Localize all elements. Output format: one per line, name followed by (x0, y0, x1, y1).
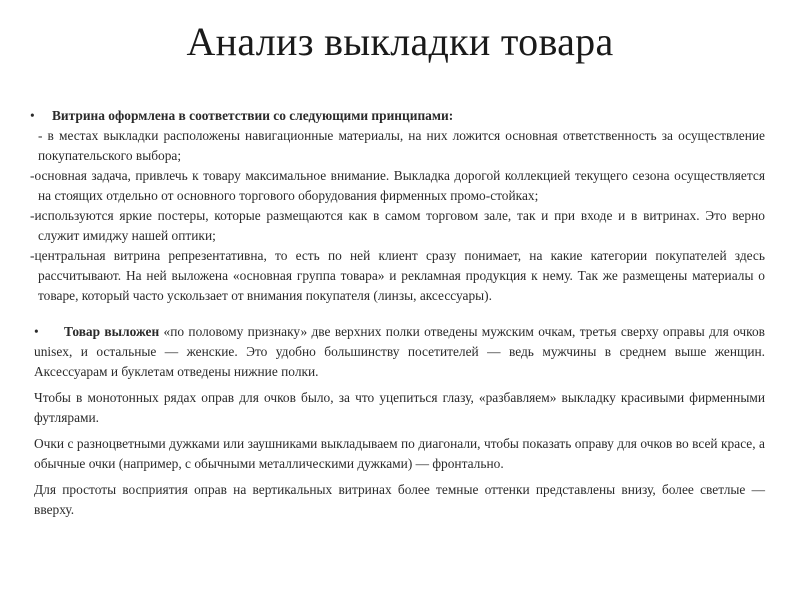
list-item: -используются яркие постеры, которые размещаются как в самом торговом зале, так и при входе и в витринах. Это верно служит имиджу нашей оптики; (30, 208, 765, 243)
list-item: -основная задача, привлечь к товару максимальное внимание. Выкладка дорогой коллекцией текущего сезона осуществляется на стоящих отдельно от основного торгового оборудования фирменных промо-стойках; (30, 168, 765, 203)
bullet-icon: • (30, 108, 35, 123)
section2-lead (30, 322, 765, 382)
list-item: - в местах выкладки расположены навигационные материалы, на них ложится основная ответственность за осуществление покупательского выбора; (38, 128, 765, 163)
bullet-icon: • (34, 324, 39, 339)
section1-heading-text: Витрина оформлена в соответствии со следующими принципами: (52, 108, 454, 123)
spacer (30, 306, 765, 322)
slide-body (30, 106, 765, 520)
paragraph: Очки с разноцветными дужками или заушниками выкладываем по диагонали, чтобы показать оправу для очков во всей красе, а обычные очки (например, с обычными металлическими дужками) — фронтально. (34, 436, 765, 471)
section2-bold-lead: Товар выложен (64, 324, 160, 339)
paragraph: Чтобы в монотонных рядах оправ для очков было, за что уцепиться глазу, «разбавляем» выкладку красивыми фирменными футлярами. (34, 390, 765, 425)
section2-lead-text: «по половому признаку» две верхних полки отведены мужским очкам, третья сверху оправы для очков unisex, и остальные — женские. Это удобно большинству посетителей — ведь мужчины в среднем выше женщин. Аксессуарам и буклетам отведены нижние полки. (34, 324, 766, 379)
paragraph: Для простоты восприятия оправ на вертикальных витринах более темные оттенки представлены внизу, более светлые — вверху. (34, 482, 765, 517)
slide-title: Анализ выкладки товара (186, 19, 614, 64)
list-item: -центральная витрина репрезентативна, то есть по ней клиент сразу понимает, на какие категории покупателей здесь рассчитывают. На ней выложена «основная группа товара» и рекламная продукция к нему. Так же размещены материалы о товаре, который часто ускользает от внимания покупателя (линзы, аксессуары). (30, 248, 765, 303)
section1-heading (30, 106, 765, 126)
